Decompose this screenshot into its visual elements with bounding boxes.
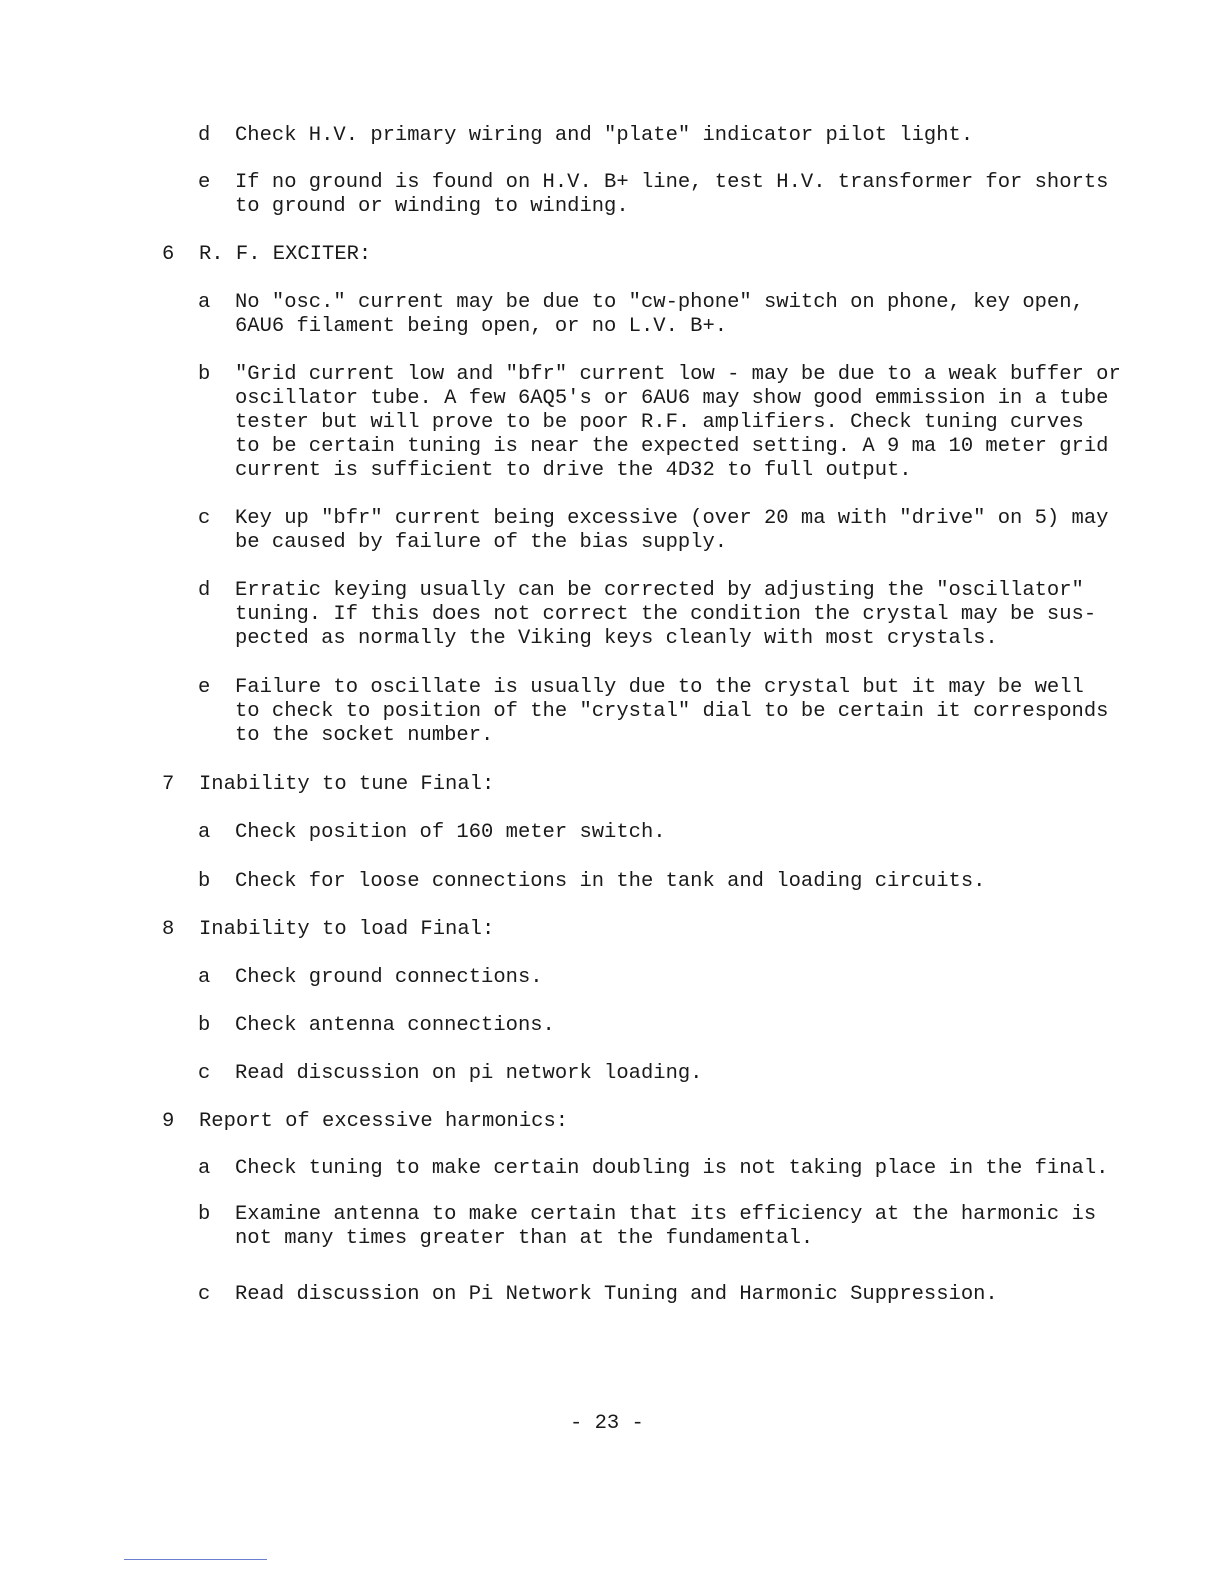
- item-marker: b: [198, 363, 211, 386]
- item-line: to check to position of the "crystal" dial to be certain it corresponds: [235, 700, 1109, 723]
- item-line: be caused by failure of the bias supply.: [235, 531, 728, 554]
- item-line: tester but will prove to be poor R.F. amplifiers. Check tuning curves: [235, 411, 1084, 434]
- item-marker: c: [198, 1062, 211, 1085]
- item-marker: a: [198, 291, 211, 314]
- page-number: - 23 -: [570, 1412, 644, 1435]
- section-title: Inability to load Final:: [199, 918, 495, 941]
- item-marker: e: [198, 676, 211, 699]
- item-line: tuning. If this does not correct the condition the crystal may be sus-: [235, 603, 1097, 626]
- item-marker: b: [198, 1014, 211, 1037]
- item-line: Erratic keying usually can be corrected by adjusting the "oscillator": [235, 579, 1084, 602]
- item-line: Check ground connections.: [235, 966, 543, 989]
- item-line: 6AU6 filament being open, or no L.V. B+.: [235, 315, 728, 338]
- item-marker: a: [198, 1157, 211, 1180]
- item-marker: b: [198, 1203, 211, 1226]
- item-line: to the socket number.: [235, 724, 494, 747]
- item-line: Key up "bfr" current being excessive (over 20 ma with "drive" on 5) may: [235, 507, 1109, 530]
- item-marker: d: [198, 579, 211, 602]
- item-line: Check for loose connections in the tank and loading circuits.: [235, 870, 986, 893]
- item-line: to ground or winding to winding.: [235, 195, 629, 218]
- item-line: oscillator tube. A few 6AQ5's or 6AU6 may show good emmission in a tube: [235, 387, 1109, 410]
- section-title: Inability to tune Final:: [199, 773, 495, 796]
- item-line: Check tuning to make certain doubling is not taking place in the final.: [235, 1157, 1109, 1180]
- item-line: Check position of 160 meter switch.: [235, 821, 666, 844]
- item-marker: d: [198, 124, 211, 147]
- item-line: If no ground is found on H.V. B+ line, test H.V. transformer for shorts: [235, 171, 1109, 194]
- section-number: 7: [162, 773, 175, 796]
- item-line: current is sufficient to drive the 4D32 to full output.: [235, 459, 912, 482]
- footer-divider: [124, 1559, 267, 1560]
- section-number: 9: [162, 1110, 175, 1133]
- item-line: not many times greater than at the fundamental.: [235, 1227, 814, 1250]
- item-marker: b: [198, 870, 211, 893]
- item-marker: e: [198, 171, 211, 194]
- item-line: to be certain tuning is near the expected setting. A 9 ma 10 meter grid: [235, 435, 1109, 458]
- item-line: pected as normally the Viking keys cleanly with most crystals.: [235, 627, 998, 650]
- item-line: "Grid current low and "bfr" current low - may be due to a weak buffer or: [235, 363, 1121, 386]
- item-line: Check H.V. primary wiring and "plate" indicator pilot light.: [235, 124, 974, 147]
- item-line: Read discussion on Pi Network Tuning and Harmonic Suppression.: [235, 1283, 998, 1306]
- item-line: Read discussion on pi network loading.: [235, 1062, 703, 1085]
- item-line: No "osc." current may be due to "cw-phone" switch on phone, key open,: [235, 291, 1084, 314]
- item-marker: c: [198, 507, 211, 530]
- section-number: 6: [162, 243, 175, 266]
- item-line: Failure to oscillate is usually due to the crystal but it may be well: [235, 676, 1084, 699]
- section-number: 8: [162, 918, 175, 941]
- item-marker: c: [198, 1283, 211, 1306]
- item-line: Examine antenna to make certain that its efficiency at the harmonic is: [235, 1203, 1097, 1226]
- item-marker: a: [198, 821, 211, 844]
- section-title: R. F. EXCITER:: [199, 243, 372, 266]
- item-line: Check antenna connections.: [235, 1014, 555, 1037]
- section-title: Report of excessive harmonics:: [199, 1110, 569, 1133]
- item-marker: a: [198, 966, 211, 989]
